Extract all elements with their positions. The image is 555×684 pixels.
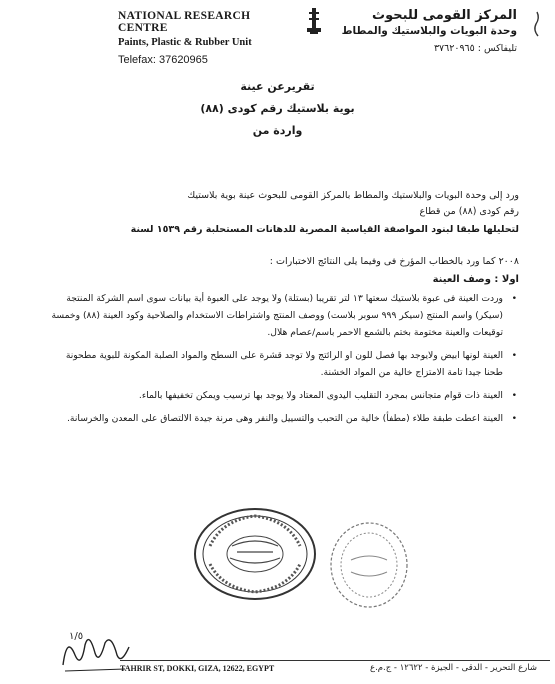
- sample-description-list: [49, 290, 519, 433]
- list-item-text: العينة لونها ابيض ولايوجد بها فصل للون او الرائتج ولا توجد قشرة على السطح والمواد الصلبة المكونة للبوية مطحونة طحنا جيدا تامة الامتزاج خالية من المواد الخشنة.: [65, 350, 503, 378]
- telefax-en: Telefax: 37620965: [118, 54, 208, 66]
- letter-date-paragraph: ٢٠٠٨ كما ورد بالخطاب المؤرخ فى وفيما يلى النتائج الاختبارات :: [269, 256, 519, 267]
- unit-name-en: Paints, Plastic & Rubber Unit: [118, 37, 252, 48]
- report-title: تقريرعن عينة: [240, 80, 315, 93]
- unit-name-ar: وحدة البويات والبلاستيك والمطاط: [341, 25, 517, 37]
- list-item-text: العينة ذات قوام متجانس بمجرد التقليب اليدوى المعتاد ولا يوجد بها ترسيب ويمكن تخفيفها بالماء.: [138, 390, 503, 401]
- institution-name-ar: المركز القومى للبحوث: [372, 8, 517, 23]
- bullet-icon: •: [511, 350, 517, 361]
- header-english: [118, 10, 298, 66]
- section-heading: اولا : وصف العينة: [432, 274, 519, 285]
- list-item: [49, 347, 519, 381]
- intro-line-2: رقم كودى (٨٨) من قطاع: [419, 206, 519, 217]
- corner-ink-mark-icon: [531, 10, 543, 38]
- footer-divider: [120, 660, 550, 661]
- list-item-text: العينة اعطت طبقة طلاء (مطفأ) خالية من التحبب والتسييل والنفر وهى مرنة جيدة الالتصاق على المعدن والخرسانة.: [67, 413, 503, 424]
- telefax-ar: تليفاكس : ٣٧٦٢٠٩٦٥: [433, 43, 517, 54]
- signature-page-number: ١/٥: [69, 631, 84, 642]
- bullet-icon: •: [511, 413, 517, 424]
- footer-address-en: TAHRIR ST, DOKKI, GIZA, 12622, EGYPT: [120, 664, 275, 673]
- official-oval-stamp-icon: [192, 506, 318, 602]
- intro-line-1: ورد إلى وحدة البويات والبلاستيك والمطاط بالمركز القومى للبحوث عينة بوية بلاستيك: [187, 190, 519, 201]
- header-arabic: [317, 8, 517, 54]
- list-item: [49, 387, 519, 404]
- intro-paragraph: [59, 188, 519, 220]
- faded-circular-stamp-icon: [327, 520, 411, 610]
- list-item: [49, 290, 519, 341]
- bullet-icon: •: [511, 293, 517, 304]
- standard-paragraph: لتحليلها طبقا لبنود المواصفة القياسية المصرية للدهانات المستحلبة رقم ١٥٣٩ لسنة: [130, 224, 519, 235]
- list-item: [49, 410, 519, 427]
- institution-name-en: NATIONAL RESEARCH CENTRE: [118, 10, 251, 34]
- list-item-text: وردت العينة فى عبوة بلاستيك سعتها ١٣ لتر تقريبا (بستلة) ولا يوجد على العبوة أية بيانات سوى اسم الشركة المنتجة (سيكر) واسم المنتج (سيكر ٩٩٩ سوبر بلاست) ووصف المنتج واشتراطات الاستخدام والصلاحية وكود العينة (٨٨) وخمسة توقيعات والعينة مختومة بختم بالشمع الاحمر باسم/عصام هلال.: [51, 293, 503, 338]
- report-source-line: واردة من: [252, 124, 303, 137]
- bullet-icon: •: [511, 390, 517, 401]
- report-subtitle: بوية بلاستيك رقم كودى (٨٨): [200, 102, 355, 115]
- footer-address-ar: شارع التحرير - الدقى - الجيزة - ١٢٦٢٢ - ج.م.ع: [370, 663, 537, 673]
